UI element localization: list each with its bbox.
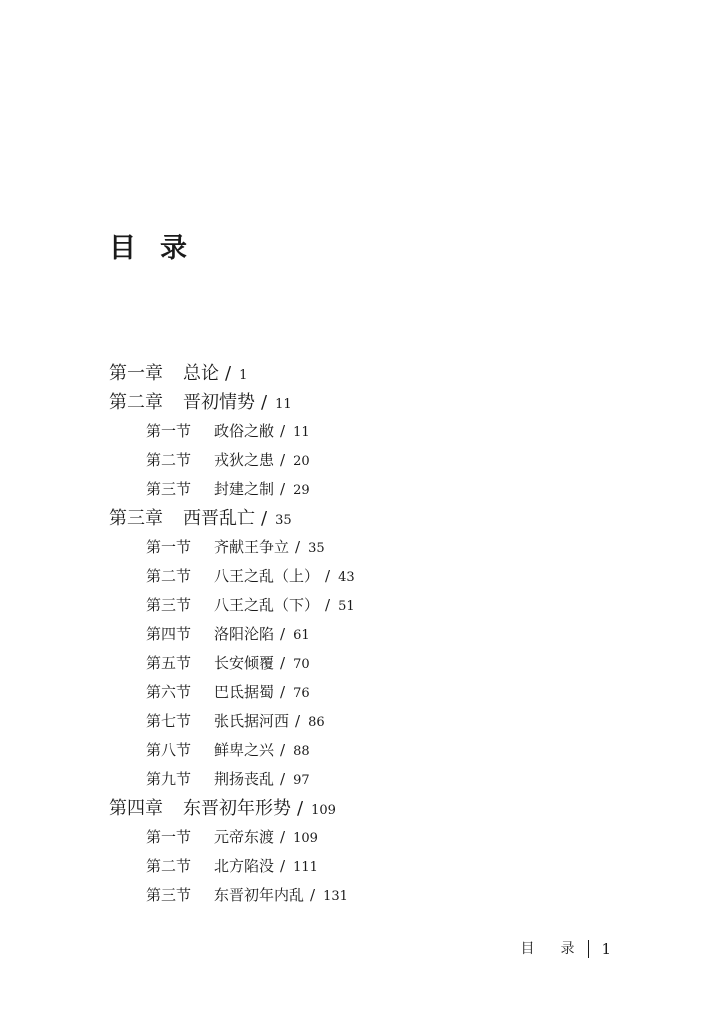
entry-number: 第五节 (146, 654, 192, 672)
entry-page-number: 35 (308, 541, 325, 556)
toc-chapter-entry[interactable] (109, 504, 292, 533)
entry-page-number: 86 (308, 715, 325, 730)
entry-title: 晋初情势 (183, 392, 255, 413)
entry-separator: / (261, 392, 268, 413)
entry-separator: / (280, 857, 286, 875)
entry-title: 东晋初年形势 (183, 798, 291, 819)
entry-number: 第二节 (146, 857, 192, 875)
toc-section-entry[interactable] (146, 446, 310, 475)
entry-title: 八王之乱（上） (214, 567, 320, 585)
entry-title: 巴氐据蜀 (214, 683, 275, 701)
entry-number: 第八节 (146, 741, 192, 759)
title-char-2: 录 (160, 233, 187, 264)
entry-title: 洛阳沦陷 (214, 625, 275, 643)
entry-separator: / (295, 538, 301, 556)
entry-separator: / (280, 654, 286, 672)
footer-page-number: 1 (601, 940, 611, 958)
entry-number: 第九节 (146, 770, 192, 788)
entry-number: 第四章 (109, 798, 163, 819)
entry-page-number: 109 (311, 803, 336, 818)
entry-separator: / (295, 712, 301, 730)
entry-number: 第一节 (146, 828, 192, 846)
entry-title: 张氏据河西 (214, 712, 290, 730)
entry-separator: / (280, 683, 286, 701)
entry-number: 第一节 (146, 538, 192, 556)
entry-page-number: 51 (338, 599, 355, 614)
entry-page-number: 97 (293, 773, 310, 788)
entry-separator: / (297, 798, 304, 819)
entry-page-number: 109 (293, 831, 318, 846)
entry-title: 元帝东渡 (214, 828, 275, 846)
toc-section-entry[interactable] (146, 649, 310, 678)
entry-title: 封建之制 (214, 480, 275, 498)
toc-section-entry[interactable] (146, 823, 318, 852)
entry-title: 八王之乱（下） (214, 596, 320, 614)
entry-separator: / (280, 480, 286, 498)
toc-section-entry[interactable] (146, 591, 355, 620)
entry-number: 第二节 (146, 567, 192, 585)
entry-page-number: 43 (338, 570, 355, 585)
toc-section-entry[interactable] (146, 736, 310, 765)
entry-title: 鲜卑之兴 (214, 741, 275, 759)
entry-separator: / (280, 770, 286, 788)
entry-page-number: 70 (293, 657, 310, 672)
toc-section-entry[interactable] (146, 562, 355, 591)
entry-title: 政俗之敝 (214, 422, 275, 440)
entry-number: 第一章 (109, 363, 163, 384)
entry-separator: / (280, 625, 286, 643)
entry-page-number: 76 (293, 686, 310, 701)
entry-separator: / (225, 363, 232, 384)
entry-number: 第四节 (146, 625, 192, 643)
entry-number: 第六节 (146, 683, 192, 701)
entry-title: 西晋乱亡 (183, 508, 255, 529)
toc-chapter-entry[interactable] (109, 359, 247, 388)
entry-separator: / (280, 741, 286, 759)
entry-page-number: 11 (275, 397, 292, 412)
toc-section-entry[interactable] (146, 475, 310, 504)
toc-chapter-entry[interactable] (109, 794, 336, 823)
entry-page-number: 29 (293, 483, 310, 498)
toc-section-entry[interactable] (146, 765, 310, 794)
entry-title: 戎狄之患 (214, 451, 275, 469)
entry-title: 总论 (183, 363, 219, 384)
toc-section-entry[interactable] (146, 678, 310, 707)
footer-divider (588, 940, 589, 958)
toc-section-entry[interactable] (146, 533, 325, 562)
toc-chapter-entry[interactable] (109, 388, 292, 417)
title-char-1: 目 (109, 233, 136, 264)
entry-number: 第三节 (146, 596, 192, 614)
toc-section-entry[interactable] (146, 881, 348, 910)
entry-number: 第七节 (146, 712, 192, 730)
entry-page-number: 111 (293, 860, 318, 875)
entry-title: 长安倾覆 (214, 654, 275, 672)
entry-separator: / (280, 422, 286, 440)
page-title (109, 226, 187, 265)
entry-page-number: 35 (275, 513, 292, 528)
entry-number: 第三节 (146, 886, 192, 904)
footer-label: 目 录 (520, 941, 581, 957)
entry-page-number: 20 (293, 454, 310, 469)
entry-number: 第二节 (146, 451, 192, 469)
entry-page-number: 131 (323, 889, 348, 904)
entry-number: 第一节 (146, 422, 192, 440)
entry-title: 北方陷没 (214, 857, 275, 875)
entry-page-number: 88 (293, 744, 310, 759)
page-footer (520, 938, 611, 960)
entry-separator: / (325, 596, 331, 614)
entry-separator: / (310, 886, 316, 904)
entry-number: 第三节 (146, 480, 192, 498)
toc-section-entry[interactable] (146, 417, 310, 446)
entry-page-number: 61 (293, 628, 310, 643)
entry-separator: / (261, 508, 268, 529)
entry-number: 第三章 (109, 508, 163, 529)
toc-section-entry[interactable] (146, 852, 318, 881)
entry-separator: / (325, 567, 331, 585)
entry-title: 齐献王争立 (214, 538, 290, 556)
entry-separator: / (280, 828, 286, 846)
entry-page-number: 11 (293, 425, 310, 440)
entry-title: 东晋初年内乱 (214, 886, 305, 904)
entry-separator: / (280, 451, 286, 469)
entry-page-number: 1 (239, 368, 248, 383)
toc-section-entry[interactable] (146, 620, 310, 649)
toc-section-entry[interactable] (146, 707, 325, 736)
entry-title: 荆扬丧乱 (214, 770, 275, 788)
entry-number: 第二章 (109, 392, 163, 413)
